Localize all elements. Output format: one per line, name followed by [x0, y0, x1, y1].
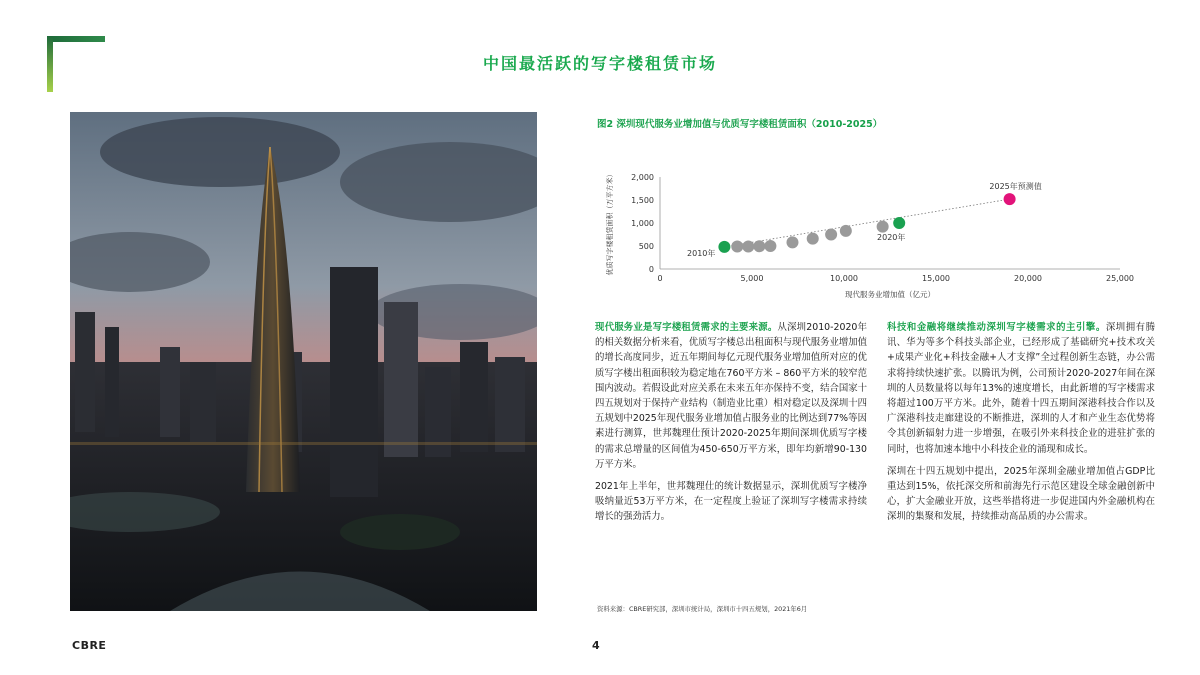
left-text-column	[595, 320, 867, 532]
y-tick-label: 1,500	[631, 196, 654, 205]
page-title: 中国最活跃的写字楼租赁市场	[482, 54, 717, 73]
left-lead-sentence: 现代服务业是写字楼租赁需求的主要来源。	[595, 322, 778, 333]
page-number: 4	[592, 639, 600, 652]
data-point	[1004, 193, 1016, 205]
x-tick-label: 25,000	[1106, 274, 1134, 283]
data-point	[840, 225, 852, 237]
y-tick-label: 0	[648, 265, 654, 274]
left-paragraph-1	[595, 320, 867, 472]
y-tick-label: 500	[638, 242, 654, 251]
x-tick-label: 0	[657, 274, 663, 283]
data-point	[807, 233, 819, 245]
x-axis-label: 现代服务业增加值（亿元）	[845, 290, 935, 299]
left-body-text: 从深圳2010-2020年的相关数据分析来看，优质写字楼总出租面积与现代服务业增加值的增长高度同步，近五年期间每亿元现代服务业增加值所对应的优质写字楼出租面积较为稳定地在760平方米 – 860平方米的较窄范围内波动。若假设此对应关系在未来五年亦保持不变，结合国家十四五规划对于保持产业结构（制造业比重）相对稳定以及深圳十四五规划中2025年现代服务业增加值占服务业的比例达到77%等因素进行测算，世邦魏理仕预计2020-2025年期间深圳优质写字楼的需求总增量的区间值为450-650万平方米，即年均新增90-130万平方米。	[595, 322, 867, 470]
x-tick-label: 10,000	[830, 274, 858, 283]
x-tick-label: 20,000	[1014, 274, 1042, 283]
data-point-label: 2010年	[687, 248, 716, 258]
data-point	[893, 217, 905, 229]
x-tick-label: 15,000	[922, 274, 950, 283]
trend-line	[724, 199, 1009, 247]
left-paragraph-2: 2021年上半年，世邦魏理仕的统计数据显示，深圳优质写字楼净吸纳量近53万平方米，在一定程度上验证了深圳写字楼需求持续增长的强劲活力。	[595, 481, 867, 523]
data-point	[753, 240, 765, 252]
data-point	[764, 240, 776, 252]
right-text-column	[887, 320, 1155, 532]
shenzhen-skyline-photo	[70, 112, 537, 611]
y-tick-label: 2,000	[631, 173, 654, 182]
y-tick-label: 1,000	[631, 219, 654, 228]
figure-title: 图2 深圳现代服务业增加值与优质写字楼租赁面积（2010-2025）	[597, 119, 883, 130]
data-point-label: 2025年预测值	[989, 182, 1042, 192]
x-tick-label: 5,000	[740, 274, 764, 283]
y-axis-label: 优质写字楼租赁面积（万平方米）	[606, 170, 614, 276]
scatter-chart	[590, 165, 1150, 305]
data-point	[877, 221, 889, 233]
data-point	[718, 241, 730, 253]
right-paragraph-2: 深圳在十四五规划中提出，2025年深圳金融业增加值占GDP比重达到15%，依托深交所和前海先行示范区建设全球金融创新中心，扩大金融业开放，这些举措将进一步促进国内外金融机构在深圳的集聚和发展，持续推动高品质的办公需求。	[887, 465, 1155, 523]
right-body-text: 深圳拥有腾讯、华为等多个科技头部企业，已经形成了基础研究+技术攻关+成果产业化+科技金融+人才支撑”全过程创新生态链，办公需求将持续快速扩张。以腾讯为例，公司预计2020-2027年间在深圳的人员数量将以每年13%的速度增长，由此新增的写字楼需求将超过100万平方米。此外，随着十四五期间深港科技合作以及广深港科技走廊建设的不断推进，深圳的人才和产业生态优势将令其创新辐射力进一步增强，在吸引外来科技企业的进驻扩张的同时，也将加速本地中小科技企业的涌现和成长。	[887, 322, 1155, 455]
data-point	[742, 240, 754, 252]
data-point	[786, 236, 798, 248]
right-lead-sentence: 科技和金融将继续推动深圳写字楼需求的主引擎。	[887, 322, 1106, 333]
cbre-logo-text: CBRE	[72, 639, 107, 652]
data-point-label: 2020年	[877, 233, 906, 242]
data-point	[825, 229, 837, 241]
data-point	[731, 240, 743, 252]
right-paragraph-1	[887, 320, 1155, 457]
source-note: 资料来源：CBRE研究部，深圳市统计局，深圳市十四五规划，2021年6月	[597, 605, 808, 613]
